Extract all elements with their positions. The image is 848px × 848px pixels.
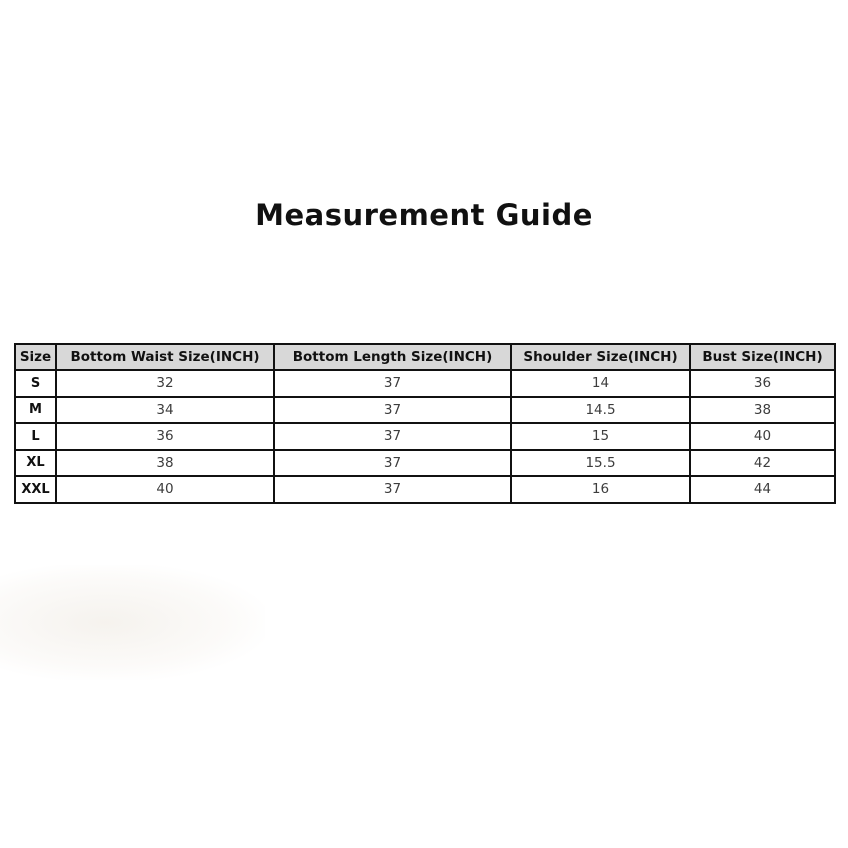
measurement-table	[14, 343, 836, 504]
table-row-xxl	[15, 476, 835, 503]
column-header-bust: Bust Size(INCH)	[690, 344, 835, 370]
cell-bust-size: 44	[690, 476, 835, 503]
column-header-bottom-waist: Bottom Waist Size(INCH)	[56, 344, 274, 370]
cell-shoulder-size: 15.5	[511, 450, 690, 477]
row-label-size: L	[15, 423, 56, 450]
cell-bottom-length-size: 37	[274, 397, 511, 424]
cell-bottom-waist-size: 32	[56, 370, 274, 397]
row-label-size: M	[15, 397, 56, 424]
row-label-size: XXL	[15, 476, 56, 503]
cell-shoulder-size: 16	[511, 476, 690, 503]
cell-shoulder-size: 15	[511, 423, 690, 450]
cell-bottom-waist-size: 36	[56, 423, 274, 450]
row-label-size: S	[15, 370, 56, 397]
cell-bottom-waist-size: 38	[56, 450, 274, 477]
cell-bottom-length-size: 37	[274, 370, 511, 397]
cell-bust-size: 40	[690, 423, 835, 450]
table-row-l	[15, 423, 835, 450]
cell-bottom-length-size: 37	[274, 450, 511, 477]
cell-bust-size: 36	[690, 370, 835, 397]
cell-bottom-length-size: 37	[274, 476, 511, 503]
column-header-size: Size	[15, 344, 56, 370]
page-title: Measurement Guide	[255, 198, 593, 232]
cell-shoulder-size: 14.5	[511, 397, 690, 424]
row-label-size: XL	[15, 450, 56, 477]
faint-watermark-smudge	[0, 565, 265, 680]
cell-shoulder-size: 14	[511, 370, 690, 397]
table-row-xl	[15, 450, 835, 477]
table-row-m	[15, 397, 835, 424]
cell-bust-size: 42	[690, 450, 835, 477]
cell-bust-size: 38	[690, 397, 835, 424]
table-row-s	[15, 370, 835, 397]
cell-bottom-waist-size: 40	[56, 476, 274, 503]
column-header-shoulder: Shoulder Size(INCH)	[511, 344, 690, 370]
column-header-bottom-length: Bottom Length Size(INCH)	[274, 344, 511, 370]
table-header-row	[15, 344, 835, 370]
cell-bottom-length-size: 37	[274, 423, 511, 450]
cell-bottom-waist-size: 34	[56, 397, 274, 424]
